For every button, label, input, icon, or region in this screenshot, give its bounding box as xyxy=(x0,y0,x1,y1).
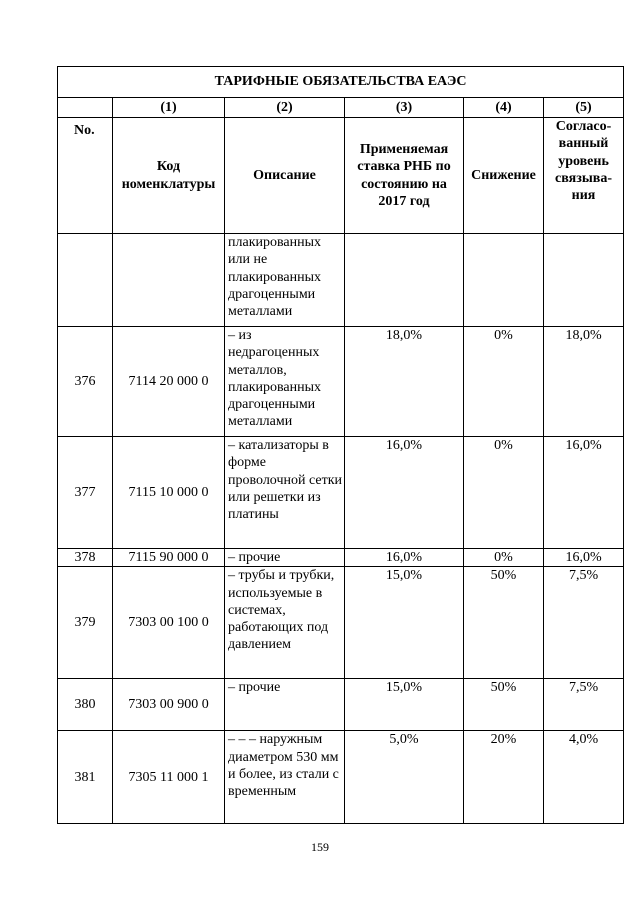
row-reduction: 0% xyxy=(464,549,544,567)
row-no: 376 xyxy=(58,327,113,437)
row-code: 7114 20 000 0 xyxy=(113,327,225,437)
row-bound: 16,0% xyxy=(544,549,624,567)
row-no: 378 xyxy=(58,549,113,567)
row-bound: 7,5% xyxy=(544,679,624,731)
colnum-4: (4) xyxy=(464,98,544,118)
row-reduction: 50% xyxy=(464,679,544,731)
table-row xyxy=(58,327,624,437)
colnum-3: (3) xyxy=(345,98,464,118)
row-no: 380 xyxy=(58,679,113,731)
row-rate: 5,0% xyxy=(345,731,464,824)
header-code: Код номенклатуры xyxy=(113,118,225,234)
row-description: – катализаторы в форме проволочной сетки или решетки из платины xyxy=(225,437,345,549)
table-row xyxy=(58,567,624,679)
header-description: Описание xyxy=(225,118,345,234)
row-no: 377 xyxy=(58,437,113,549)
header-applied-rate: Применяемая ставка РНБ по состоянию на 2017 год xyxy=(345,118,464,234)
row-reduction: 20% xyxy=(464,731,544,824)
table-row xyxy=(58,234,624,327)
row-reduction xyxy=(464,234,544,327)
row-description: – из недрагоценных металлов, плакированных драгоценными металлами xyxy=(225,327,345,437)
header-bound-level: Согласо-ванный уровень связыва-ния xyxy=(544,118,624,234)
title-row xyxy=(58,67,624,98)
header-reduction: Снижение xyxy=(464,118,544,234)
row-code: 7303 00 100 0 xyxy=(113,567,225,679)
row-reduction: 0% xyxy=(464,437,544,549)
row-rate: 16,0% xyxy=(345,437,464,549)
table-row xyxy=(58,731,624,824)
row-bound: 7,5% xyxy=(544,567,624,679)
table-title: ТАРИФНЫЕ ОБЯЗАТЕЛЬСТВА ЕАЭС xyxy=(58,67,624,98)
colnum-1: (1) xyxy=(113,98,225,118)
row-code xyxy=(113,234,225,327)
table-row xyxy=(58,679,624,731)
row-bound: 16,0% xyxy=(544,437,624,549)
colnum-0 xyxy=(58,98,113,118)
row-description: плакированных или не плакированных драгоценными металлами xyxy=(225,234,345,327)
row-description: – трубы и трубки, используемые в системах, работающих под давлением xyxy=(225,567,345,679)
colnum-2: (2) xyxy=(225,98,345,118)
row-rate: 16,0% xyxy=(345,549,464,567)
row-no: 379 xyxy=(58,567,113,679)
table-row xyxy=(58,437,624,549)
row-no xyxy=(58,234,113,327)
row-rate: 15,0% xyxy=(345,679,464,731)
row-code: 7115 10 000 0 xyxy=(113,437,225,549)
row-bound: 4,0% xyxy=(544,731,624,824)
row-description: – – – наружным диаметром 530 мм и более, из стали с временным xyxy=(225,731,345,824)
row-rate: 18,0% xyxy=(345,327,464,437)
row-code: 7115 90 000 0 xyxy=(113,549,225,567)
column-number-row xyxy=(58,98,624,118)
row-description: – прочие xyxy=(225,679,345,731)
row-bound xyxy=(544,234,624,327)
row-no: 381 xyxy=(58,731,113,824)
row-reduction: 50% xyxy=(464,567,544,679)
tariff-table xyxy=(57,66,624,824)
row-code: 7305 11 000 1 xyxy=(113,731,225,824)
row-description: – прочие xyxy=(225,549,345,567)
row-reduction: 0% xyxy=(464,327,544,437)
row-rate: 15,0% xyxy=(345,567,464,679)
header-no: No. xyxy=(58,118,113,234)
table-row xyxy=(58,549,624,567)
row-rate xyxy=(345,234,464,327)
row-bound: 18,0% xyxy=(544,327,624,437)
header-row xyxy=(58,118,624,234)
colnum-5: (5) xyxy=(544,98,624,118)
row-code: 7303 00 900 0 xyxy=(113,679,225,731)
page-number: 159 xyxy=(311,840,329,854)
